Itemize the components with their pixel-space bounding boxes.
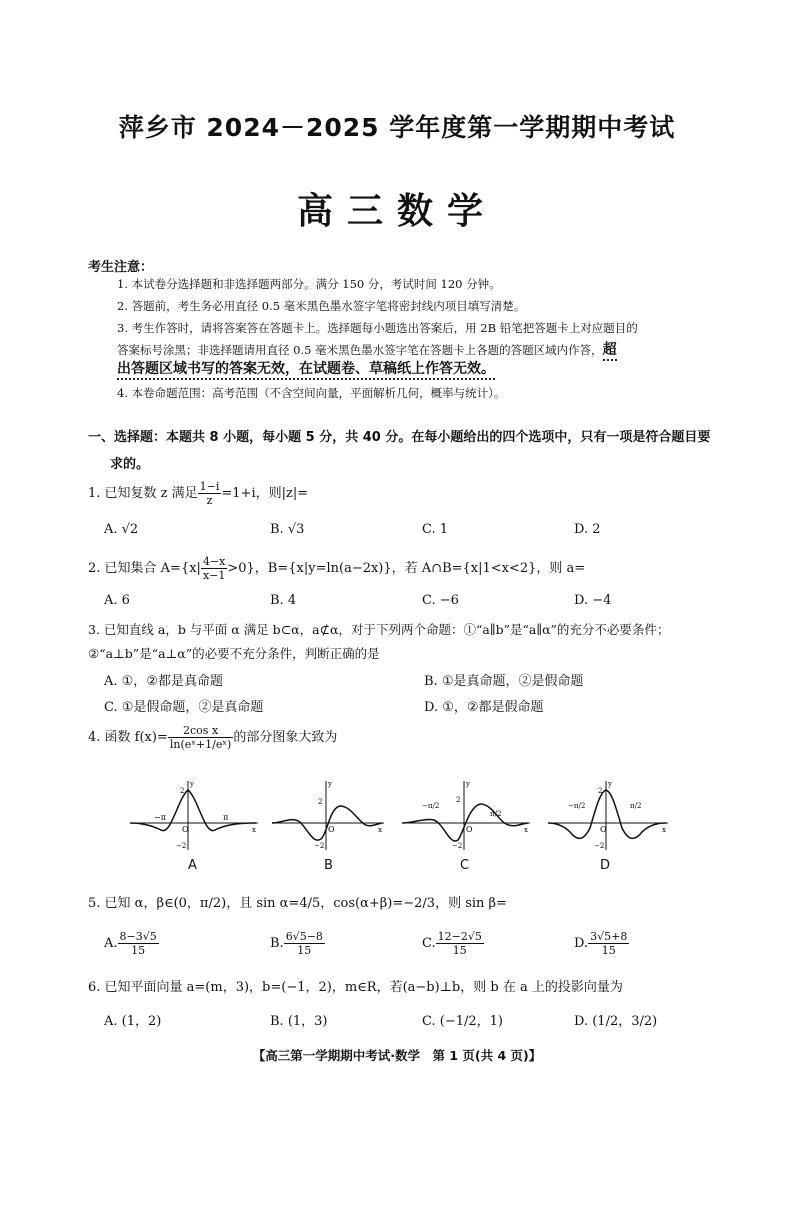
q3-line2: ②“a⊥b”是“a⊥α”的必要不充分条件，判断正确的是 xyxy=(88,646,380,661)
graph-b-tick-neg2: −2 xyxy=(314,842,325,850)
q5-option-a-frac xyxy=(118,930,159,957)
graph-a-curve xyxy=(130,790,256,831)
q6-option-d: D. (1/2，3/2) xyxy=(574,1014,658,1029)
q2-option-c: C. −6 xyxy=(422,593,459,608)
graph-d-origin: O xyxy=(600,825,607,834)
q3-option-a: A. ①，②都是真命题 xyxy=(104,674,223,689)
q5-option-b-num: 6√5−8 xyxy=(285,930,323,943)
graph-d-tick-neg-half-pi: −π/2 xyxy=(568,802,586,810)
q6-option-a: A. (1，2) xyxy=(104,1014,162,1029)
q6-option-c: C. (−1/2，1) xyxy=(422,1014,503,1029)
graph-c-tick-2: 2 xyxy=(456,796,461,804)
notice-item-3: 3. 考生作答时，请将答案答在答题卡上。选择题每小题选出答案后，用 2B 铅笔把答题卡上对应题目的 xyxy=(117,321,638,335)
graph-c-tick-neg2: −2 xyxy=(452,842,463,850)
graph-d-tick-2: 2 xyxy=(598,787,603,795)
q2-stem-b: ，B={x|y=ln(a−2x)}，若 A∩B={x|1<x<2}，则 a= xyxy=(254,561,586,576)
notice-item-3-cont xyxy=(117,342,737,358)
q3-option-d: D. ①，②都是假命题 xyxy=(424,700,544,715)
section-heading-line1: 一、选择题：本题共 8 小题，每小题 5 分，共 40 分。在每小题给出的四个选项中，只有一项是符合题目要 xyxy=(88,430,711,445)
q1-stem-a: 1. 已知复数 z 满足 xyxy=(88,486,198,501)
q2-option-a: A. 6 xyxy=(104,593,130,608)
q5-stem: 5. 已知 α，β∈(0，π/2)，且 sin α=4/5，cos(α+β)=−2/3，则 sin β= xyxy=(88,896,507,911)
question-1-stem xyxy=(88,480,308,507)
q5-option-d xyxy=(574,930,629,957)
graph-b-tick-2: 2 xyxy=(318,798,323,806)
q5-option-c-label: C. xyxy=(422,936,436,951)
q6-stem: 6. 已知平面向量 a=(m，3)，b=(−1，2)，m∈R，若(a−b)⊥b，则 b 在 a 上的投影向量为 xyxy=(88,980,623,995)
graph-d-tick-half-pi: π/2 xyxy=(630,802,642,810)
question-4-stem xyxy=(88,724,337,751)
graph-b-y-label: y xyxy=(328,780,332,788)
q2-stem-a: 2. 已知集合 A= xyxy=(88,561,181,576)
q1-frac-den: z xyxy=(206,494,213,507)
graph-d-x-label: x xyxy=(662,826,666,834)
graph-b-label: B xyxy=(324,858,333,873)
graph-c xyxy=(400,778,532,852)
graph-a-x-label: x xyxy=(252,826,256,834)
q5-option-d-frac xyxy=(588,930,629,957)
q5-option-c-num: 12−2√5 xyxy=(437,930,482,943)
notice-item-2: 2. 答题前，考生务必用直径 0.5 毫米黑色墨水签字笔将密封线内项目填写清楚。 xyxy=(117,299,526,313)
q1-option-d: D. 2 xyxy=(574,522,601,537)
q4-frac-den: ln(eˣ+1/eˣ) xyxy=(169,738,232,751)
section-heading xyxy=(88,424,718,478)
notice-item-1: 1. 本试卷分选择题和非选择题两部分。满分 150 分，考试时间 120 分钟。 xyxy=(117,277,501,291)
q2-set-open: {x| xyxy=(180,561,201,576)
q4-stem-a: 4. 函数 f(x)= xyxy=(88,730,168,745)
graph-a-label: A xyxy=(188,858,197,873)
graph-c-label: C xyxy=(460,858,470,873)
q4-fraction xyxy=(168,724,233,751)
graph-d-label: D xyxy=(600,858,611,873)
notice-emphasis-text: 出答题区域书写的答案无效，在试题卷、草稿纸上作答无效。 xyxy=(117,361,495,380)
q2-option-b: B. 4 xyxy=(270,593,297,608)
graph-a-y-label: y xyxy=(190,780,194,788)
q5-option-b-frac xyxy=(284,930,325,957)
q5-option-b-label: B. xyxy=(270,936,284,951)
q5-option-c xyxy=(422,930,484,957)
graph-b-origin: O xyxy=(328,825,335,834)
graph-d-tick-neg2: −2 xyxy=(594,842,605,850)
q3-option-c: C. ①是假命题，②是真命题 xyxy=(104,700,264,715)
q1-stem-b: =1+i，则|z|= xyxy=(221,486,309,501)
q5-option-b xyxy=(270,930,325,957)
graph-c-y-label: y xyxy=(466,780,470,788)
graph-a-tick-2: 2 xyxy=(180,787,185,795)
q2-frac-num: 4−x xyxy=(202,555,226,568)
graph-d xyxy=(546,778,670,852)
notice-emphasis-start: 超 xyxy=(603,342,617,361)
q5-option-a-label: A. xyxy=(104,936,118,951)
subject-title: 高三数学 xyxy=(296,191,497,232)
q3-option-b: B. ①是真命题，②是假命题 xyxy=(424,674,584,689)
q2-fraction xyxy=(201,555,227,582)
graph-a-origin: O xyxy=(182,825,189,834)
q5-option-c-frac xyxy=(436,930,484,957)
graph-d-y-label: y xyxy=(608,780,612,788)
graph-a xyxy=(128,778,260,852)
graph-c-origin: O xyxy=(466,825,473,834)
graph-a-tick-pi: π xyxy=(223,813,229,822)
graph-a-tick-neg2: −2 xyxy=(176,842,187,850)
q1-option-c: C. 1 xyxy=(422,522,449,537)
q1-option-b: B. √3 xyxy=(270,522,305,537)
q5-option-d-label: D. xyxy=(574,936,589,951)
graph-c-x-label: x xyxy=(524,826,528,834)
graph-c-tick-neg-half-pi: −π/2 xyxy=(422,802,440,810)
q2-set-close: >0} xyxy=(227,561,255,576)
question-2-stem xyxy=(88,555,585,582)
q2-option-d: D. −4 xyxy=(574,593,612,608)
q5-option-a-num: 8−3√5 xyxy=(119,930,157,943)
q4-frac-num: 2cos x xyxy=(168,724,233,738)
q3-line1: 3. 已知直线 a，b 与平面 α 满足 b⊂α，a⊄α，对于下列两个命题：①“a∥b”是“a∥α”的充分不必要条件； xyxy=(88,622,670,637)
q5-option-a xyxy=(104,930,159,957)
page-footer: 【高三第一学期期中考试·数学 第 1 页(共 4 页)】 xyxy=(252,1048,542,1063)
q1-frac-num: 1−i xyxy=(199,480,220,493)
q1-fraction xyxy=(198,480,222,507)
q6-option-b: B. (1，3) xyxy=(270,1014,328,1029)
notice-emphasis-line xyxy=(117,361,717,377)
q5-option-c-den: 15 xyxy=(452,944,467,957)
q4-stem-b: 的部分图象大致为 xyxy=(233,730,338,745)
graph-b-x-label: x xyxy=(378,826,382,834)
exam-title: 萍乡市 2024－2025 学年度第一学期期中考试 xyxy=(118,113,676,142)
q2-frac-den: x−1 xyxy=(202,569,226,582)
graph-b xyxy=(270,778,386,852)
q5-option-b-den: 15 xyxy=(297,944,312,957)
q5-option-d-den: 15 xyxy=(601,944,616,957)
notice-heading: 考生注意： xyxy=(88,260,154,275)
notice-item-4: 4. 本卷命题范围：高考范围（不含空间向量，平面解析几何，概率与统计）。 xyxy=(117,386,506,400)
graph-a-tick-neg-pi: −π xyxy=(154,813,166,822)
notice-item-3-cont-text: 答案标号涂黑；非选择题请用直径 0.5 毫米黑色墨水签字笔在答题卡上各题的答题区域内作答， xyxy=(117,343,603,357)
graph-c-tick-half-pi: π/2 xyxy=(490,810,502,818)
q1-option-a: A. √2 xyxy=(104,522,139,537)
section-heading-line2: 求的。 xyxy=(110,457,150,472)
graph-d-curve xyxy=(548,790,666,838)
q5-option-d-num: 3√5+8 xyxy=(590,930,628,943)
q5-option-a-den: 15 xyxy=(131,944,146,957)
